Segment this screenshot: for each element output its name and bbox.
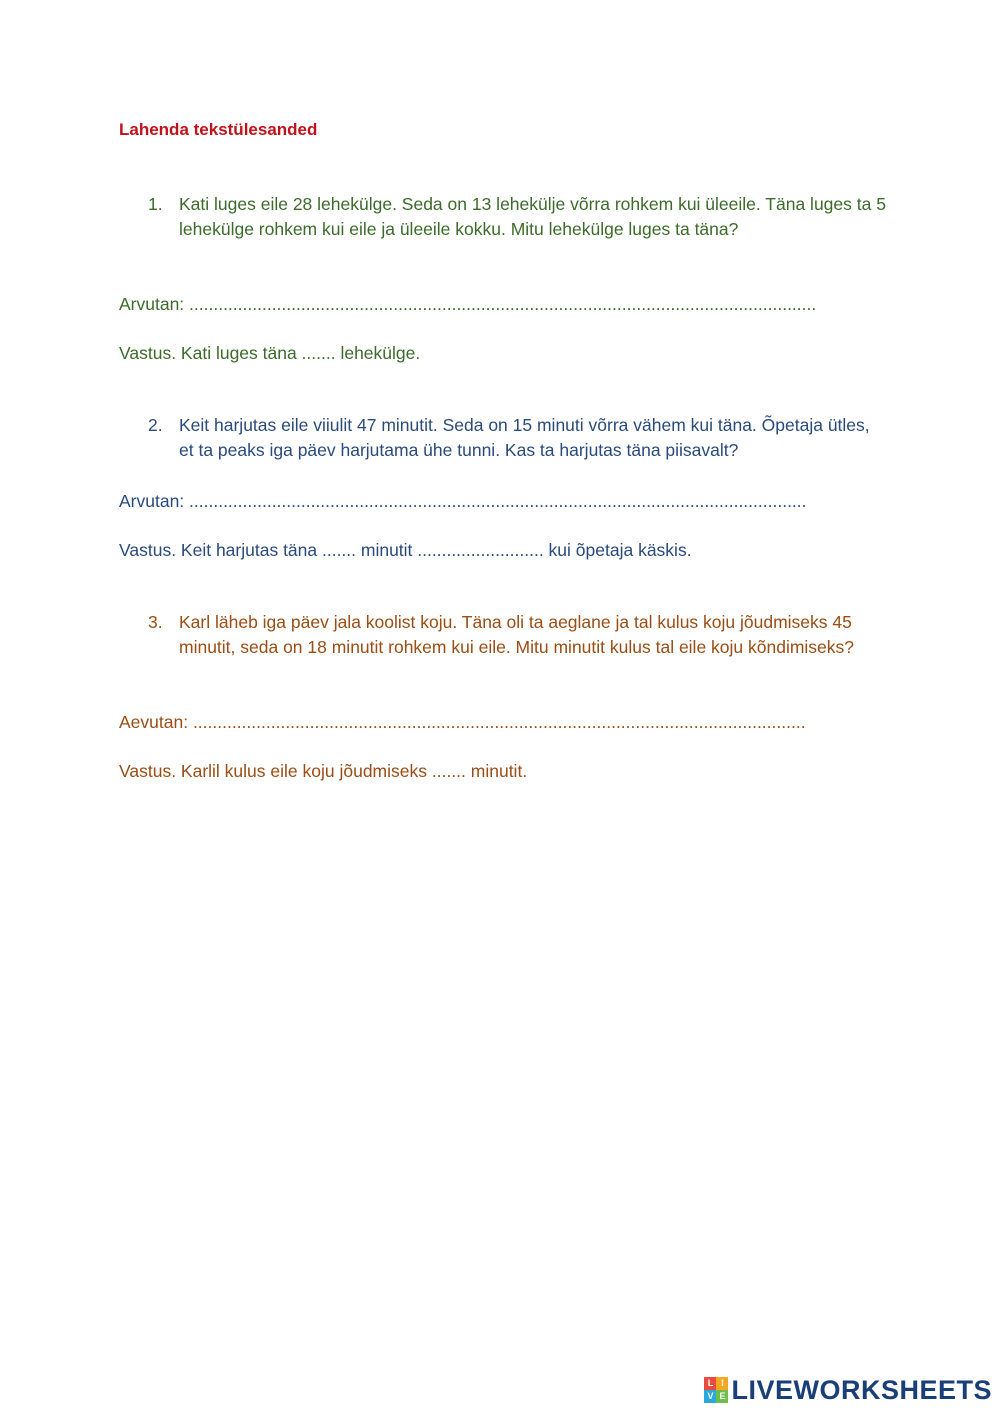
task-3-answer-line[interactable]: Vastus. Karlil kulus eile koju jõudmiseks ....... minutit. xyxy=(119,761,528,781)
liveworksheets-logo-icon: L I V E xyxy=(704,1377,728,1403)
worksheet-title: Lahenda tekstülesanded xyxy=(119,120,318,139)
liveworksheets-logo-text: LIVEWORKSHEETS xyxy=(731,1374,992,1405)
task-2-number: 2. xyxy=(148,415,163,435)
task-1 xyxy=(148,192,888,242)
task-1-number: 1. xyxy=(148,194,163,214)
task-1-text: Kati luges eile 28 lehekülge. Seda on 13 lehekülje võrra rohkem kui üleeile. Täna luges ta 5 lehekülge rohkem kui eile ja üleeile kokku. Mitu lehekülge luges ta täna? xyxy=(179,194,886,239)
task-2 xyxy=(148,413,888,463)
task-2-text: Keit harjutas eile viiulit 47 minutit. Seda on 15 minuti võrra vähem kui täna. Õpetaja ütles, et ta peaks iga päev harjutama ühe tunni. Kas ta harjutas täna piisavalt? xyxy=(179,415,870,460)
task-3-text: Karl läheb iga päev jala koolist koju. Täna oli ta aeglane ja tal kulus koju jõudmiseks 45 minutit, seda on 18 minutit rohkem kui eile. Mitu minutit kulus tal eile koju kõndimiseks? xyxy=(179,612,855,657)
task-3-number: 3. xyxy=(148,612,163,632)
task-3 xyxy=(148,610,888,660)
liveworksheets-logo xyxy=(704,1373,992,1407)
task-1-calc-line[interactable]: Arvutan: ................................................................................................................................. xyxy=(119,294,817,314)
task-1-answer-line[interactable]: Vastus. Kati luges täna ....... lehekülge. xyxy=(119,343,421,363)
task-2-calc-line[interactable]: Arvutan: ............................................................................................................................... xyxy=(119,491,807,511)
task-2-answer-line[interactable]: Vastus. Keit harjutas täna ....... minutit .......................... kui õpetaja käskis. xyxy=(119,540,692,560)
task-3-calc-line[interactable]: Aevutan: .............................................................................................................................. xyxy=(119,712,806,732)
